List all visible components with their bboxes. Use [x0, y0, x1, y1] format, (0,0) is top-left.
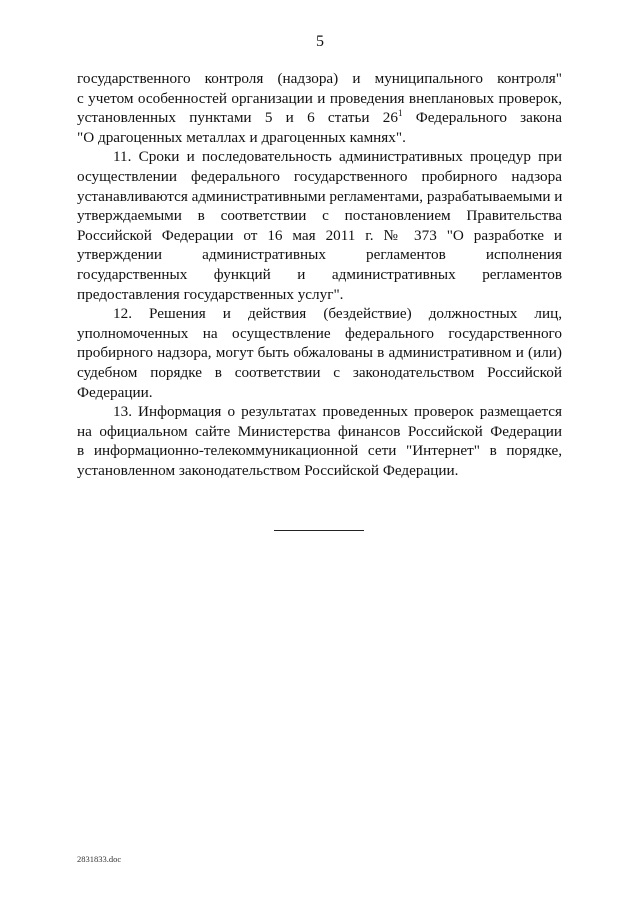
text-line-end: Федерального закона	[415, 109, 562, 127]
footer-document-ref: 2831833.doc	[77, 854, 122, 864]
text-line: Федерации.	[77, 383, 153, 401]
paragraph-10-continuation	[77, 69, 562, 147]
paragraph-11	[77, 147, 562, 304]
text-line: государственных функций и административных регламентов	[77, 265, 562, 283]
end-separator-line	[274, 530, 364, 531]
text-line: уполномоченных на осуществление федерального государственного	[77, 324, 562, 342]
paragraph-12	[77, 304, 562, 402]
document-body	[77, 69, 562, 480]
text-line: устанавливаются административными регламентами, разрабатываемыми и	[77, 187, 563, 205]
text-line: в информационно-телекоммуникационной сети "Интернет" в порядке,	[77, 442, 562, 460]
text-line: на официальном сайте Министерства финансов Российской Федерации	[77, 422, 562, 440]
paragraph-13	[77, 402, 562, 480]
text-line: утверждении административных регламентов исполнения	[77, 246, 562, 264]
text-line: установленном законодательством Российской Федерации.	[77, 461, 459, 479]
text-line: государственного контроля (надзора) и муниципального контроля"	[77, 70, 562, 87]
text-line: осуществлении федерального государственного пробирного надзора	[77, 167, 562, 185]
text-line: пробирного надзора, могут быть обжалованы в административном и (или)	[77, 344, 562, 362]
text-line: "О драгоценных металлах и драгоценных камнях".	[77, 128, 406, 146]
text-line: 12. Решения и действия (бездействие) должностных лиц,	[113, 305, 562, 323]
footnote-superscript: 1	[398, 108, 403, 119]
text-line: с учетом особенностей организации и проведения внеплановых проверок,	[77, 89, 562, 107]
text-line: 13. Информация о результатах проведенных проверок размещается	[113, 403, 562, 421]
text-line: судебном порядке в соответствии с законодательством Российской	[77, 363, 562, 381]
text-line: Российской Федерации от 16 мая 2011 г. № 373 "О разработке и	[77, 226, 562, 244]
text-line-start: установленных пунктами 5 и 6 статьи 26	[77, 109, 398, 127]
text-line: утверждаемыми в соответствии с постановлением Правительства	[77, 207, 562, 225]
text-line	[77, 108, 562, 128]
page-number: 5	[316, 33, 324, 50]
text-line: 11. Сроки и последовательность административных процедур при	[113, 148, 562, 166]
text-line: предоставления государственных услуг".	[77, 285, 344, 303]
